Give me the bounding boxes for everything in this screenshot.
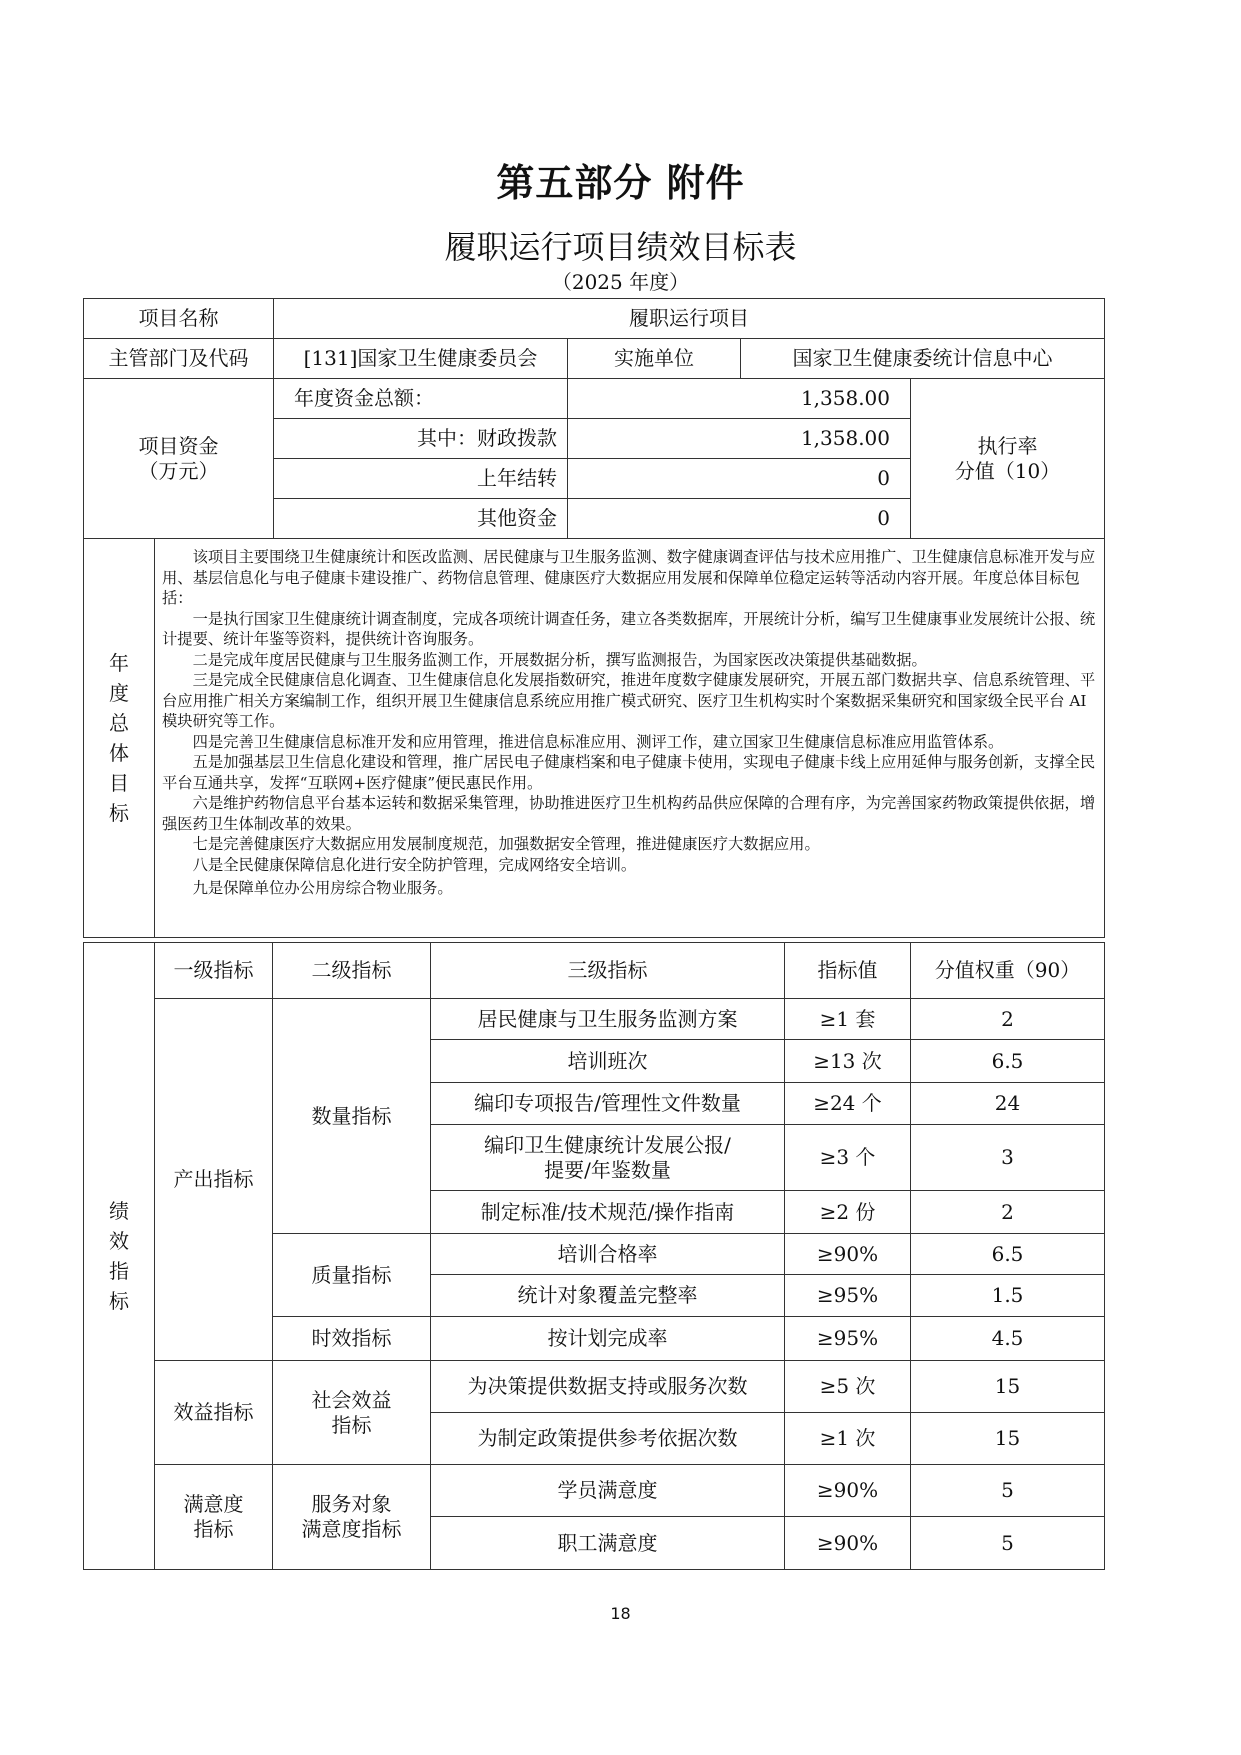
indicator-weight: 2 [911,999,1105,1040]
indicator-name: 统计对象覆盖完整率 [431,1275,785,1317]
annual-goals-label-char: 标 [109,801,129,825]
performance-label-char: 效 [109,1229,129,1253]
service-satisfaction-line2: 满意度指标 [301,1517,402,1541]
project-info-table [83,298,1105,938]
indicator-weight: 4.5 [911,1317,1105,1361]
annual-goals-label-char: 度 [109,681,129,705]
quantity-indicators: 数量指标 [273,999,431,1234]
indicator-row [84,1465,1105,1517]
indicator-value: ≥1 套 [785,999,911,1040]
indicator-row [84,1361,1105,1413]
funds-row-value: 1,358.00 [568,419,911,459]
indicator-weight: 3 [911,1125,1105,1191]
department-value: [131]国家卫生健康委员会 [274,339,568,379]
annual-goals-text [155,539,1105,938]
department-row [84,339,1105,379]
header-level1: 一级指标 [155,943,273,999]
quality-indicators: 质量指标 [273,1234,431,1317]
indicator-name: 制定标准/技术规范/操作指南 [431,1191,785,1234]
implementing-unit-value: 国家卫生健康委统计信息中心 [741,339,1105,379]
funds-row-label: 年度资金总额： [274,379,568,419]
project-name-row [84,299,1105,339]
project-name-value: 履职运行项目 [274,299,1105,339]
indicator-value: ≥90% [785,1517,911,1570]
indicator-name: 居民健康与卫生服务监测方案 [431,999,785,1040]
social-benefit-line2: 指标 [331,1412,372,1437]
project-name-label: 项目名称 [84,299,274,339]
indicator-weight: 15 [911,1413,1105,1465]
indicator-value: ≥95% [785,1275,911,1317]
indicator-row [84,999,1105,1040]
part-title: 第五部分 附件 [496,161,745,205]
indicator-value: ≥24 个 [785,1083,911,1125]
funds-row-label: 其中：财政拨款 [274,419,568,459]
goal-paragraph: 三是完成全民健康信息化调查、卫生健康信息化发展指数研究，推进年度数字健康发展研究，开展五部门数据共享、信息系统管理、平台应用推广相关方案编制工作，组织开展卫生健康信息系统应用推广模式研究、医疗卫生机构实时个案数据采集研究和国家级全民平台 AI 模块研究等工作。 [162,671,1096,730]
satisfaction-line2: 指标 [193,1517,234,1541]
indicator-name: 学员满意度 [431,1465,785,1517]
indicator-name: 培训班次 [431,1040,785,1083]
funds-label [84,379,274,539]
indicator-weight: 2 [911,1191,1105,1234]
funds-row-label: 其他资金 [274,499,568,539]
funds-label-line2: （万元） [138,458,219,483]
goal-paragraph: 一是执行国家卫生健康统计调查制度，完成各项统计调查任务，建立各类数据库，开展统计分析，编写卫生健康事业发展统计公报、统计提要、统计年鉴等资料，提供统计咨询服务。 [162,609,1096,648]
header-value: 指标值 [785,943,911,999]
goal-paragraph: 该项目主要围绕卫生健康统计和医改监测、居民健康与卫生服务监测、数字健康调查评估与技术应用推广、卫生健康信息标准开发与应用、基层信息化与电子健康卡建设推广、药物信息管理、健康医疗大数据应用发展和保障单位稳定运转等活动内容开展。年度总体目标包括： [162,548,1096,607]
satisfaction-line1: 满意度 [183,1492,244,1516]
performance-indicators-label [84,943,155,1570]
social-benefit-indicators [273,1361,431,1465]
indicators-table [83,942,1105,1570]
indicators-header-row [84,943,1105,999]
indicator-name: 编印专项报告/管理性文件数量 [431,1083,785,1125]
header-weight: 分值权重（90） [911,943,1105,999]
goal-paragraph: 五是加强基层卫生信息化建设和管理，推广居民电子健康档案和电子健康卡使用，实现电子健康卡线上应用延伸与服务创新，支撑全民平台互通共享，发挥“互联网+医疗健康”便民惠民作用。 [162,753,1096,792]
indicator-name: 为决策提供数据支持或服务次数 [431,1361,785,1413]
indicator-weight: 15 [911,1361,1105,1413]
annual-goals-label-char: 体 [109,741,129,765]
indicator-name: 培训合格率 [431,1234,785,1275]
goal-paragraph: 二是完成年度居民健康与卫生服务监测工作，开展数据分析，撰写监测报告，为国家医改决策提供基础数据。 [192,650,927,669]
table-title: 履职运行项目绩效目标表 [444,228,797,266]
indicator-weight: 6.5 [911,1234,1105,1275]
indicator-weight: 6.5 [911,1040,1105,1083]
satisfaction-indicators [155,1465,273,1570]
page-number: 18 [610,1604,631,1623]
indicator-weight: 24 [911,1083,1105,1125]
indicator-value: ≥13 次 [785,1040,911,1083]
service-satisfaction-indicators [273,1465,431,1570]
indicator-name-line2: 提要/年鉴数量 [544,1157,671,1182]
indicator-name [431,1125,785,1191]
social-benefit-line1: 社会效益 [311,1387,392,1412]
indicator-value: ≥90% [785,1465,911,1517]
goal-paragraph: 四是完善卫生健康信息标准开发和应用管理，推进信息标准应用、测评工作，建立国家卫生健康信息标准应用监管体系。 [192,732,1004,751]
funds-row-value: 0 [568,499,911,539]
execution-rate-cell [911,379,1105,539]
indicator-name: 为制定政策提供参考依据次数 [431,1413,785,1465]
annual-goals-label-char: 目 [109,771,129,795]
funds-row-label: 上年结转 [274,459,568,499]
year-label: （2025 年度） [551,270,690,294]
indicator-weight: 5 [911,1517,1105,1570]
department-label: 主管部门及代码 [84,339,274,379]
service-satisfaction-line1: 服务对象 [311,1492,392,1516]
indicator-name-line1: 编印卫生健康统计发展公报/ [484,1132,731,1157]
indicator-value: ≥90% [785,1234,911,1275]
goal-paragraph: 八是全民健康保障信息化进行安全防护管理，完成网络安全培训。 [192,855,637,874]
execution-rate-line2: 分值（10） [954,458,1061,483]
goal-paragraph: 七是完善健康医疗大数据应用发展制度规范，加强数据安全管理，推进健康医疗大数据应用。 [192,835,820,853]
indicator-weight: 1.5 [911,1275,1105,1317]
indicator-value: ≥3 个 [785,1125,911,1191]
performance-label-char: 绩 [109,1199,129,1223]
indicator-value: ≥95% [785,1317,911,1361]
indicator-value: ≥5 次 [785,1361,911,1413]
implementing-unit-label: 实施单位 [568,339,741,379]
execution-rate-line1: 执行率 [977,433,1038,458]
performance-label-char: 指 [109,1259,129,1283]
annual-goals-label-char: 年 [109,651,129,675]
indicator-name: 按计划完成率 [431,1317,785,1361]
indicator-weight: 5 [911,1465,1105,1517]
funds-row-value: 0 [568,459,911,499]
annual-goals-label-char: 总 [109,711,129,735]
benefit-indicators: 效益指标 [155,1361,273,1465]
annual-goals-row [84,539,1105,938]
indicator-value: ≥2 份 [785,1191,911,1234]
performance-label-char: 标 [109,1289,129,1313]
funds-row [84,379,1105,419]
funds-row-value: 1,358.00 [568,379,911,419]
goal-paragraph: 九是保障单位办公用房综合物业服务。 [192,879,453,897]
timeliness-indicators: 时效指标 [273,1317,431,1361]
header-level2: 二级指标 [273,943,431,999]
funds-label-line1: 项目资金 [138,433,219,458]
output-indicators: 产出指标 [155,999,273,1361]
indicator-value: ≥1 次 [785,1413,911,1465]
indicator-name: 职工满意度 [431,1517,785,1570]
header-level3: 三级指标 [431,943,785,999]
goal-paragraph: 六是维护药物信息平台基本运转和数据采集管理，协助推进医疗卫生机构药品供应保障的合理有序，为完善国家药物政策提供依据，增强医药卫生体制改革的效果。 [162,794,1096,833]
annual-goals-label [84,539,155,938]
